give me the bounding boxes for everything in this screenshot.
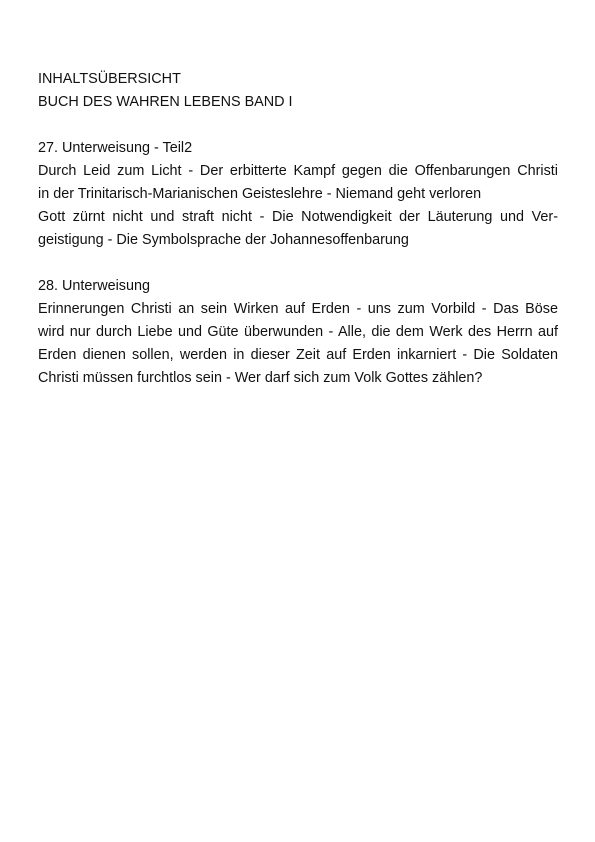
toc-title: INHALTSÜBERSICHT	[38, 71, 181, 87]
section-28-line-3: Erden dienen sollen, werden in dieser Zeit auf Erden inkarniert - Die Soldaten	[38, 347, 558, 363]
spacer	[38, 114, 558, 137]
section-28-line-4: Christi müssen furchtlos sein - Wer darf sich zum Volk Gottes zählen?	[38, 370, 483, 386]
spacer	[38, 252, 558, 275]
section-27-line-2: in der Trinitarisch-Marianischen Geisteslehre - Niemand geht verloren	[38, 186, 482, 202]
section-27-heading: 27. Unterweisung - Teil2	[38, 140, 193, 156]
section-27-line-3: Gott zürnt nicht und straft nicht - Die Notwendigkeit der Läuterung und Ver-	[38, 209, 558, 225]
book-title: BUCH DES WAHREN LEBENS BAND I	[38, 94, 293, 110]
section-28-line-1: Erinnerungen Christi an sein Wirken auf Erden - uns zum Vorbild - Das Böse	[38, 301, 558, 317]
section-27-line-4: geistigung - Die Symbolsprache der Johannesoffenbarung	[38, 232, 409, 248]
section-28-line-2: wird nur durch Liebe und Güte überwunden - Alle, die dem Werk des Herrn auf	[38, 324, 558, 340]
section-28-heading: 28. Unterweisung	[38, 278, 150, 294]
document-page	[38, 68, 558, 390]
section-27-line-1: Durch Leid zum Licht - Der erbitterte Kampf gegen die Offenbarungen Christi	[38, 163, 558, 179]
